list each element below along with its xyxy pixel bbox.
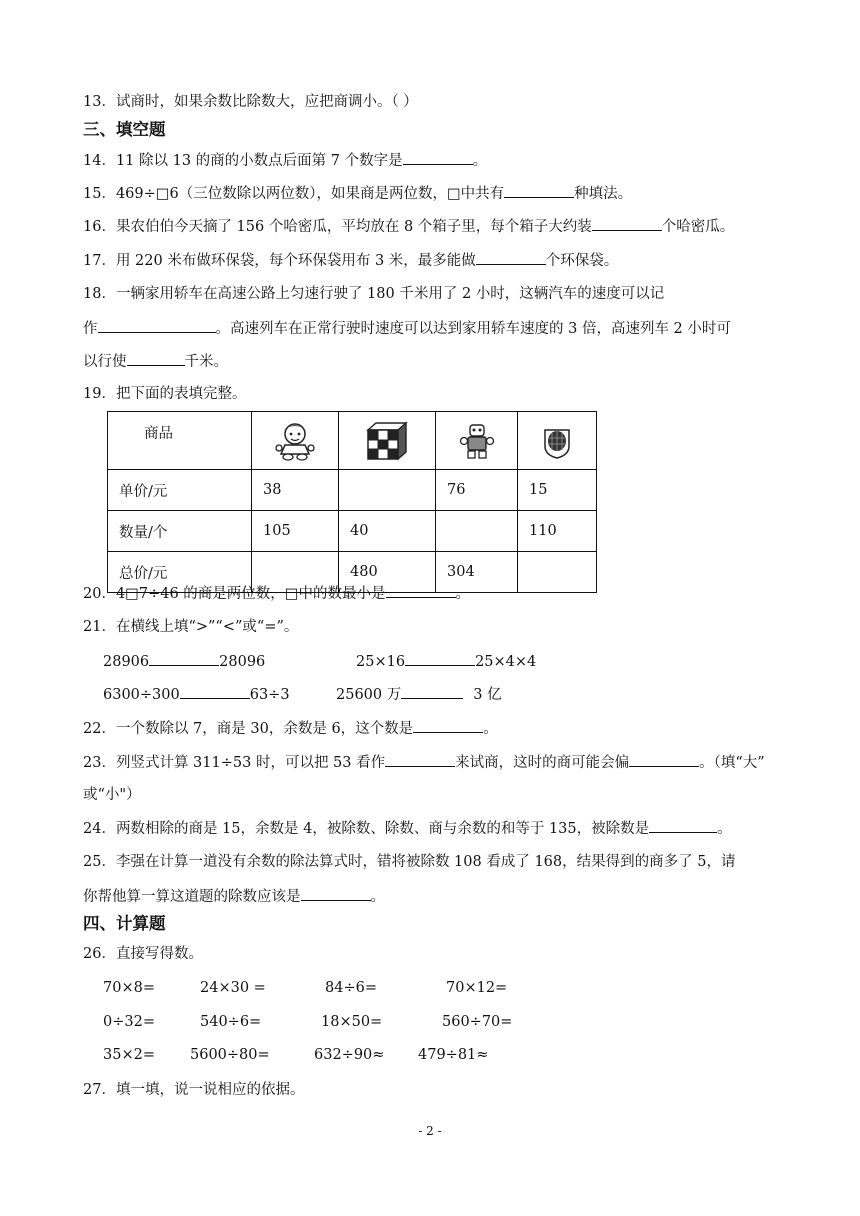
table-cell: 110 bbox=[518, 511, 597, 552]
question-25-line-1: 25．李强在计算一道没有余数的除法算式时，错将被除数 108 看成了 168，结果得到的商多了 5，请 bbox=[83, 854, 736, 870]
question-15 bbox=[83, 183, 632, 204]
question-13: 13．试商时，如果余数比除数大，应把商调小。（ ） bbox=[83, 94, 418, 110]
answer-blank[interactable] bbox=[401, 684, 463, 699]
calc-item: 18×50= bbox=[321, 1014, 383, 1030]
q20-tail: 。 bbox=[455, 586, 471, 602]
table-cell: 304 bbox=[436, 552, 518, 593]
answer-blank[interactable] bbox=[476, 250, 546, 265]
section-heading-fill-blank: 三、填空题 bbox=[83, 120, 166, 139]
q22-text: 22．一个数除以 7，商是 30，余数是 6，这个数是 bbox=[83, 721, 414, 737]
question-27: 27．填一填，说一说相应的依据。 bbox=[83, 1082, 305, 1098]
compare-item-b bbox=[356, 651, 536, 672]
q18-text-b: 。高速列车在正常行驶时速度可以达到家用轿车速度的 3 倍，高速列车 2 小时可 bbox=[215, 321, 731, 337]
q24-tail: 。 bbox=[717, 821, 732, 837]
question-26: 26．直接写得数。 bbox=[83, 946, 203, 962]
doll-picture bbox=[252, 412, 339, 470]
q15-tail: 种填法。 bbox=[574, 186, 633, 202]
answer-blank[interactable] bbox=[649, 818, 717, 833]
compare-right: 25×4×4 bbox=[475, 654, 537, 670]
answer-blank[interactable] bbox=[413, 718, 483, 733]
q18-text-d: 千米。 bbox=[184, 354, 228, 370]
page-number: - 2 - bbox=[418, 1124, 442, 1138]
q14-tail: 。 bbox=[472, 153, 488, 169]
q22-tail: 。 bbox=[483, 721, 498, 737]
calc-item: 5600÷80= bbox=[190, 1047, 270, 1063]
answer-blank[interactable] bbox=[98, 318, 216, 333]
robot-icon bbox=[459, 421, 495, 461]
q18-text-c: 以行使 bbox=[83, 354, 127, 370]
question-24 bbox=[83, 818, 732, 839]
q17-text: 17．用 220 米布做环保袋，每个环保袋用布 3 米，最多能做 bbox=[83, 253, 476, 269]
answer-blank[interactable] bbox=[386, 583, 456, 598]
table-cell: 105 bbox=[252, 511, 339, 552]
table-cell[interactable] bbox=[518, 552, 597, 593]
table-cell[interactable] bbox=[339, 470, 436, 511]
q23-text-c: 。（填“大” bbox=[699, 755, 765, 771]
q25-text: 你帮他算一算这道题的除数应该是 bbox=[83, 889, 301, 905]
q16-text: 16．果农伯伯今天摘了 156 个哈密瓜，平均放在 8 个箱子里，每个箱子大约装 bbox=[83, 219, 592, 235]
answer-blank[interactable] bbox=[301, 886, 371, 901]
table-header-goods: 商品 bbox=[108, 412, 252, 470]
compare-left: 25600 万 bbox=[336, 687, 402, 703]
doll-icon bbox=[273, 421, 317, 461]
question-25-line-2 bbox=[83, 886, 385, 907]
question-18-line-3 bbox=[83, 351, 228, 372]
answer-blank[interactable] bbox=[504, 183, 574, 198]
calc-item: 560÷70= bbox=[442, 1014, 513, 1030]
ball-picture bbox=[518, 412, 597, 470]
question-16 bbox=[83, 216, 734, 237]
compare-item-a bbox=[103, 651, 265, 672]
question-23-line-2: 或“小"） bbox=[83, 787, 141, 803]
table-header-row bbox=[108, 412, 597, 470]
compare-left: 25×16 bbox=[356, 654, 406, 670]
question-22 bbox=[83, 718, 498, 739]
question-18-line-1: 18．一辆家用轿车在高速公路上匀速行驶了 180 千米用了 2 小时，这辆汽车的速度可以记 bbox=[83, 286, 665, 302]
answer-blank[interactable] bbox=[127, 351, 185, 366]
question-17 bbox=[83, 250, 618, 271]
compare-right: 28096 bbox=[219, 654, 266, 670]
question-20 bbox=[83, 583, 470, 604]
calc-item: 632÷90≈ bbox=[314, 1047, 385, 1063]
q17-tail: 个环保袋。 bbox=[545, 253, 619, 269]
q15-text: 15．469÷□6（三位数除以两位数），如果商是两位数，□中共有 bbox=[83, 186, 505, 202]
calc-item: 84÷6= bbox=[325, 980, 377, 996]
table-cell: 480 bbox=[339, 552, 436, 593]
cube-picture bbox=[339, 412, 436, 470]
row-label: 数量/个 bbox=[108, 511, 252, 552]
question-19: 19．把下面的表填完整。 bbox=[83, 386, 247, 402]
q23-text-a: 23．列竖式计算 311÷53 时，可以把 53 看作 bbox=[83, 755, 386, 771]
q24-text: 24．两数相除的商是 15，余数是 4，被除数、除数、商与余数的和等于 135，被除数是 bbox=[83, 821, 650, 837]
section-heading-calculation: 四、计算题 bbox=[83, 914, 166, 933]
answer-blank[interactable] bbox=[149, 651, 219, 666]
table-cell: 15 bbox=[518, 470, 597, 511]
q14-text: 14．11 除以 13 的商的小数点后面第 7 个数字是 bbox=[83, 153, 403, 169]
calc-item: 540÷6= bbox=[200, 1014, 262, 1030]
table-cell: 40 bbox=[339, 511, 436, 552]
table-row bbox=[108, 470, 597, 511]
goods-table bbox=[107, 411, 597, 593]
question-18-line-2 bbox=[83, 318, 731, 339]
answer-blank[interactable] bbox=[180, 684, 250, 699]
q20-text: 20．4□7÷46 的商是两位数，□中的数最小是 bbox=[83, 586, 386, 602]
table-row bbox=[108, 511, 597, 552]
ball-icon bbox=[540, 422, 574, 460]
table-cell[interactable] bbox=[436, 511, 518, 552]
calc-item: 35×2= bbox=[103, 1047, 155, 1063]
compare-item-d bbox=[336, 684, 502, 705]
question-23-line-1 bbox=[83, 752, 765, 773]
answer-blank[interactable] bbox=[592, 216, 662, 231]
q16-tail: 个哈密瓜。 bbox=[661, 219, 735, 235]
q25-tail: 。 bbox=[370, 889, 385, 905]
rubiks-cube-icon bbox=[364, 420, 410, 462]
question-14 bbox=[83, 150, 487, 171]
answer-blank[interactable] bbox=[385, 752, 455, 767]
calc-item: 70×12= bbox=[446, 980, 508, 996]
table-cell: 38 bbox=[252, 470, 339, 511]
compare-right: 63÷3 bbox=[249, 687, 290, 703]
calc-item: 70×8= bbox=[103, 980, 155, 996]
answer-blank[interactable] bbox=[403, 150, 473, 165]
robot-picture bbox=[436, 412, 518, 470]
calc-item: 479÷81≈ bbox=[418, 1047, 489, 1063]
row-label: 单价/元 bbox=[108, 470, 252, 511]
compare-left: 28906 bbox=[103, 654, 150, 670]
calc-item: 24×30 = bbox=[200, 980, 266, 996]
q23-text-b: 来试商，这时的商可能会偏 bbox=[455, 755, 630, 771]
answer-blank[interactable] bbox=[629, 752, 699, 767]
row-label: 总价/元 bbox=[108, 552, 252, 593]
table-cell: 76 bbox=[436, 470, 518, 511]
compare-left: 6300÷300 bbox=[103, 687, 180, 703]
answer-blank[interactable] bbox=[405, 651, 475, 666]
compare-item-c bbox=[103, 684, 290, 705]
compare-right: 3 亿 bbox=[473, 687, 502, 703]
question-21: 21．在横线上填“>”“<”或“=”。 bbox=[83, 619, 299, 635]
calc-item: 0÷32= bbox=[103, 1014, 155, 1030]
q18-text-a: 作 bbox=[83, 321, 98, 337]
